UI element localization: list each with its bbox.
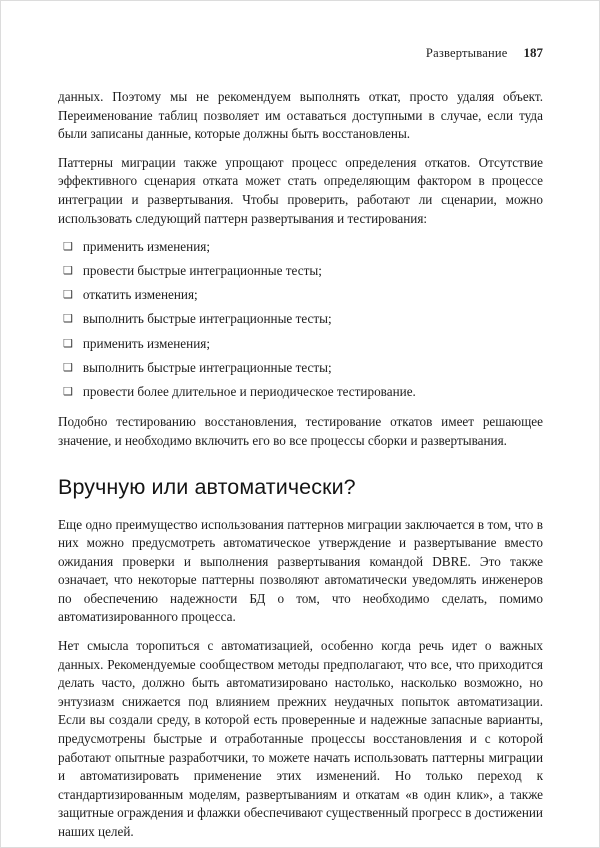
deployment-test-checklist <box>58 238 543 402</box>
list-item <box>58 286 543 306</box>
list-item-text: выполнить быстрые интеграционные тесты; <box>82 311 332 327</box>
checkbox-bullet-icon: ❑ <box>63 241 73 254</box>
list-item <box>58 238 543 258</box>
list-item-text: провести более длительное и периодическое тестирование. <box>82 383 416 399</box>
checkbox-bullet-icon: ❑ <box>63 337 73 350</box>
paragraph-rollback-testing: Подобно тестированию восстановления, тестирование откатов имеет решающее значение, и необходимо включить его во все процессы сборки и развертывания. <box>58 414 543 448</box>
list-item-text: выполнить быстрые интеграционные тесты; <box>82 359 332 375</box>
checkbox-bullet-icon: ❑ <box>63 313 73 326</box>
paragraph-continuation: данных. Поэтому мы не рекомендуем выполнять откат, просто удаляя объект. Переименование таблиц позволяет им оставаться доступными в случае, если туда были записаны данные, которые должны быть восстановлены. <box>58 89 543 142</box>
paragraph-automation-benefit: Еще одно преимущество использования паттернов миграции заключается в том, что в них можно предусмотреть автоматическое утверждение и развертывание вместо ожидания проверки и выполнения развертывания командой DBRE. Это также означает, что некоторые паттерны позволяют автоматически уведомлять инженеров по обеспечению надежности БД о том, что необходимо сделать, помимо автоматизированного процесса. <box>58 516 543 625</box>
list-item <box>58 262 543 282</box>
list-item <box>58 335 543 355</box>
checkbox-bullet-icon: ❑ <box>63 265 73 278</box>
running-header-title: Развертывание <box>425 46 508 60</box>
page-body <box>58 88 543 842</box>
page-number: 187 <box>523 45 543 60</box>
list-item-text: откатить изменения; <box>82 287 198 303</box>
list-item-text: применить изменения; <box>82 335 211 351</box>
running-header <box>58 45 543 61</box>
list-item <box>58 359 543 379</box>
list-item <box>58 310 543 330</box>
checkbox-bullet-icon: ❑ <box>63 289 73 302</box>
section-heading: Вручную или автоматически? <box>58 474 356 499</box>
list-item-text: применить изменения; <box>82 239 211 255</box>
checkbox-bullet-icon: ❑ <box>63 361 73 374</box>
checkbox-bullet-icon: ❑ <box>63 385 73 398</box>
paragraph-automation-caution: Нет смысла торопиться с автоматизацией, особенно когда речь идет о важных данных. Рекомендуемые сообществом методы предполагают, что все, что приходится делать часто, должно быть автоматизировано настолько, насколько возможно, но энтузиазм снижается под влиянием прежних неудачных попыток автоматизации. Если вы создали среду, в которой есть проверенные и надежные запасные варианты, предусмотрены быстрые и отработанные процессы восстановления и с которой работают опытные разработчики, то можете начать использовать паттерны миграции и автоматизировать применение этих изменений. Но только переход к стандартизированным моделям, развертываниям и откатам «в один клик», а также защитные ограждения и флажки обеспечивают существенный прогресс в достижении наших целей. <box>58 638 543 839</box>
list-item-text: провести быстрые интеграционные тесты; <box>82 263 322 279</box>
paragraph-migration-patterns: Паттерны миграции также упрощают процесс определения откатов. Отсутствие эффективного сценария отката может стать определяющим фактором в процессе интеграции и развертывания. Чтобы проверить, работают ли сценарии, можно использовать следующий паттерн развертывания и тестирования: <box>58 154 543 226</box>
list-item <box>58 383 543 403</box>
